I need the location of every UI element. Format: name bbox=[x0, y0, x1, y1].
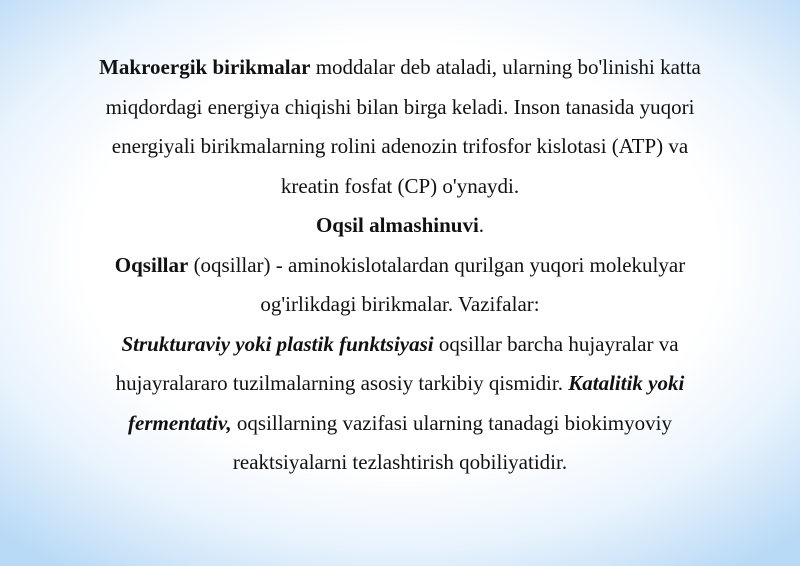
heading-period: . bbox=[478, 213, 485, 237]
para1-line1 bbox=[60, 48, 740, 88]
para1-line4: kreatin fosfat (CP) o'ynaydi. bbox=[280, 173, 520, 198]
para2-line1 bbox=[60, 246, 740, 286]
para3-line3 bbox=[60, 404, 740, 444]
slide-text-block bbox=[60, 48, 740, 483]
para3-text-2: hujayralararo tuzilmalarning asosiy tarkibiy qismidir. bbox=[115, 371, 563, 395]
term-oqsillar: Oqsillar bbox=[114, 252, 189, 277]
term-makroergik: Makroergik birikmalar bbox=[99, 55, 311, 79]
para3-text-3: oqsillarning vazifasi ularning tanadagi biokimyoviy bbox=[236, 410, 672, 435]
term-katalitik: Katalitik yoki bbox=[568, 371, 685, 395]
para2-line2: og'irlikdagi birikmalar. Vazifalar: bbox=[260, 292, 540, 316]
term-fermentativ: fermentativ, bbox=[128, 410, 232, 435]
para1-text-1: moddalar deb ataladi, ularning bo'linishi katta bbox=[315, 55, 701, 79]
heading-oqsil-almashinuvi: Oqsil almashinuvi bbox=[315, 213, 479, 237]
para1-line3: energiyali birikmalarning rolini adenozin trifosfor kislotasi (ATP) va bbox=[111, 134, 689, 158]
term-strukturaviy: Strukturaviy yoki plastik funktsiyasi bbox=[121, 331, 434, 356]
para2-text-1: (oqsillar) - aminokislotalardan qurilgan yuqori molekulyar bbox=[193, 252, 686, 277]
section-heading bbox=[60, 206, 740, 246]
para3-line2 bbox=[60, 364, 740, 404]
para3-text-1: oqsillar barcha hujayralar va bbox=[438, 331, 679, 356]
para1-line2: miqdordagi energiya chiqishi bilan birga keladi. Inson tanasida yuqori bbox=[105, 94, 695, 119]
para3-line4: reaktsiyalarni tezlashtirish qobiliyatidir. bbox=[232, 450, 568, 474]
para3-line1 bbox=[60, 325, 740, 365]
